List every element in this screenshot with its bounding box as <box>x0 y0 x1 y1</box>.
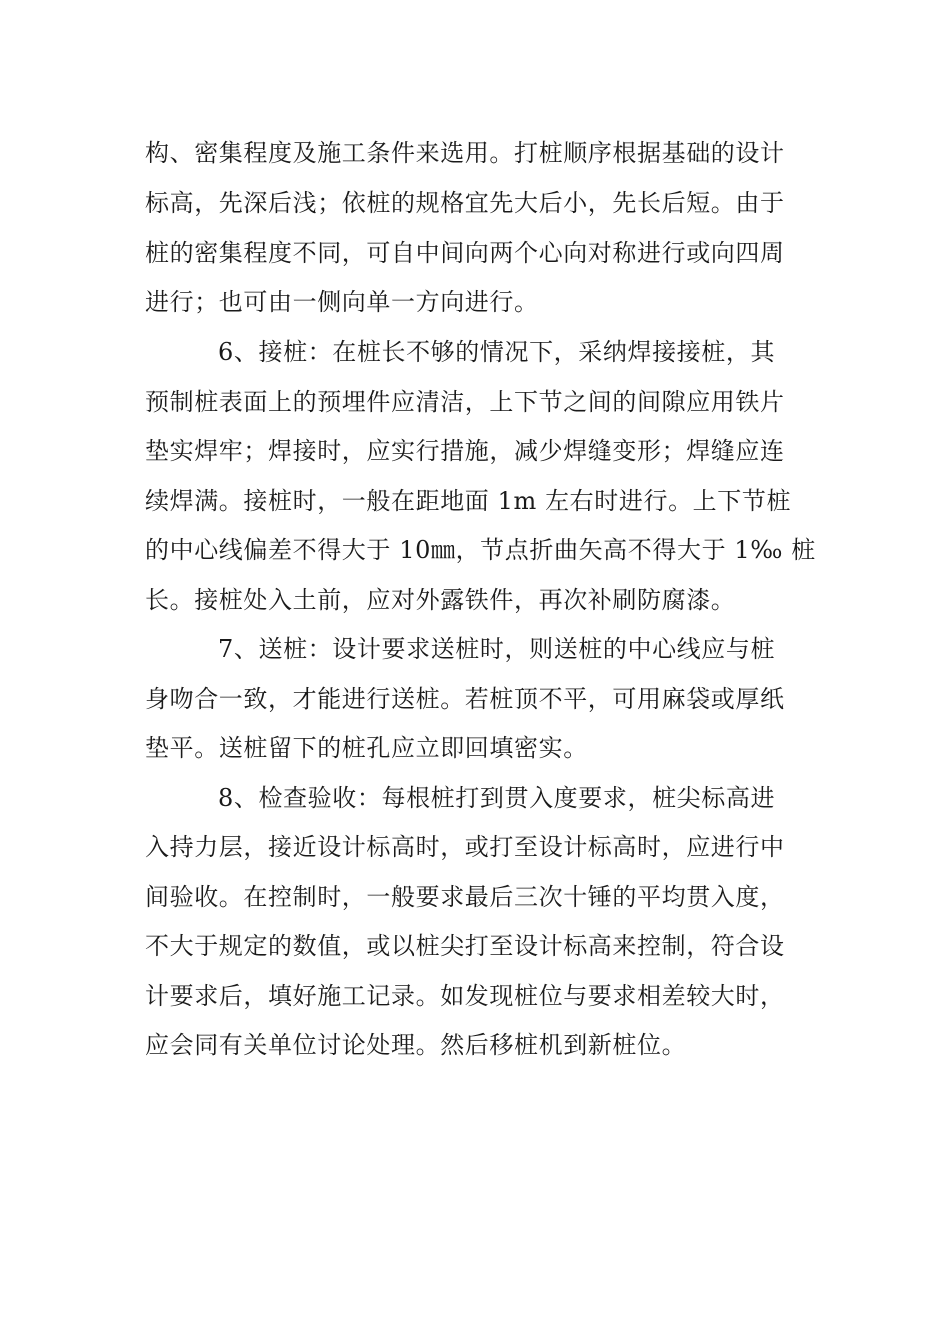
text-line: 进行；也可由一侧向单一方向进行。 <box>145 288 539 316</box>
text-line: 桩的密集程度不同，可自中间向两个心向对称进行或向四周 <box>145 239 785 267</box>
text-line: 的中心线偏差不得大于 10㎜，节点折曲矢高不得大于 1‰ 桩 <box>145 536 816 564</box>
text-line: 7、送桩：设计要求送桩时，则送桩的中心线应与桩 <box>218 635 776 663</box>
text-line: 入持力层，接近设计标高时，或打至设计标高时，应进行中 <box>145 833 785 861</box>
text-line: 身吻合一致，才能进行送桩。若桩顶不平，可用麻袋或厚纸 <box>145 685 785 713</box>
text-line: 长。接桩处入土前，应对外露铁件，再次补刷防腐漆。 <box>145 586 736 614</box>
text-line: 垫实焊牢；焊接时，应实行措施，减少焊缝变形；焊缝应连 <box>145 437 785 465</box>
text-line: 构、密集程度及施工条件来选用。打桩顺序根据基础的设计 <box>145 139 785 167</box>
text-line: 不大于规定的数值，或以桩尖打至设计标高来控制，符合设 <box>145 932 785 960</box>
text-line: 6、接桩：在桩长不够的情况下，采纳焊接接桩，其 <box>218 338 776 366</box>
text-line: 间验收。在控制时，一般要求最后三次十锤的平均贯入度， <box>145 883 785 911</box>
text-line: 8、检查验收：每根桩打到贯入度要求，桩尖标高进 <box>218 784 776 812</box>
text-line: 计要求后，填好施工记录。如发现桩位与要求相差较大时， <box>145 982 785 1010</box>
text-line: 应会同有关单位讨论处理。然后移桩机到新桩位。 <box>145 1031 687 1059</box>
text-line: 标高，先深后浅；依桩的规格宜先大后小，先长后短。由于 <box>145 189 785 217</box>
text-line: 垫平。送桩留下的桩孔应立即回填密实。 <box>145 734 588 762</box>
text-line: 续焊满。接桩时，一般在距地面 1m 左右时进行。上下节桩 <box>145 487 792 515</box>
text-line: 预制桩表面上的预埋件应清洁，上下节之间的间隙应用铁片 <box>145 388 785 416</box>
